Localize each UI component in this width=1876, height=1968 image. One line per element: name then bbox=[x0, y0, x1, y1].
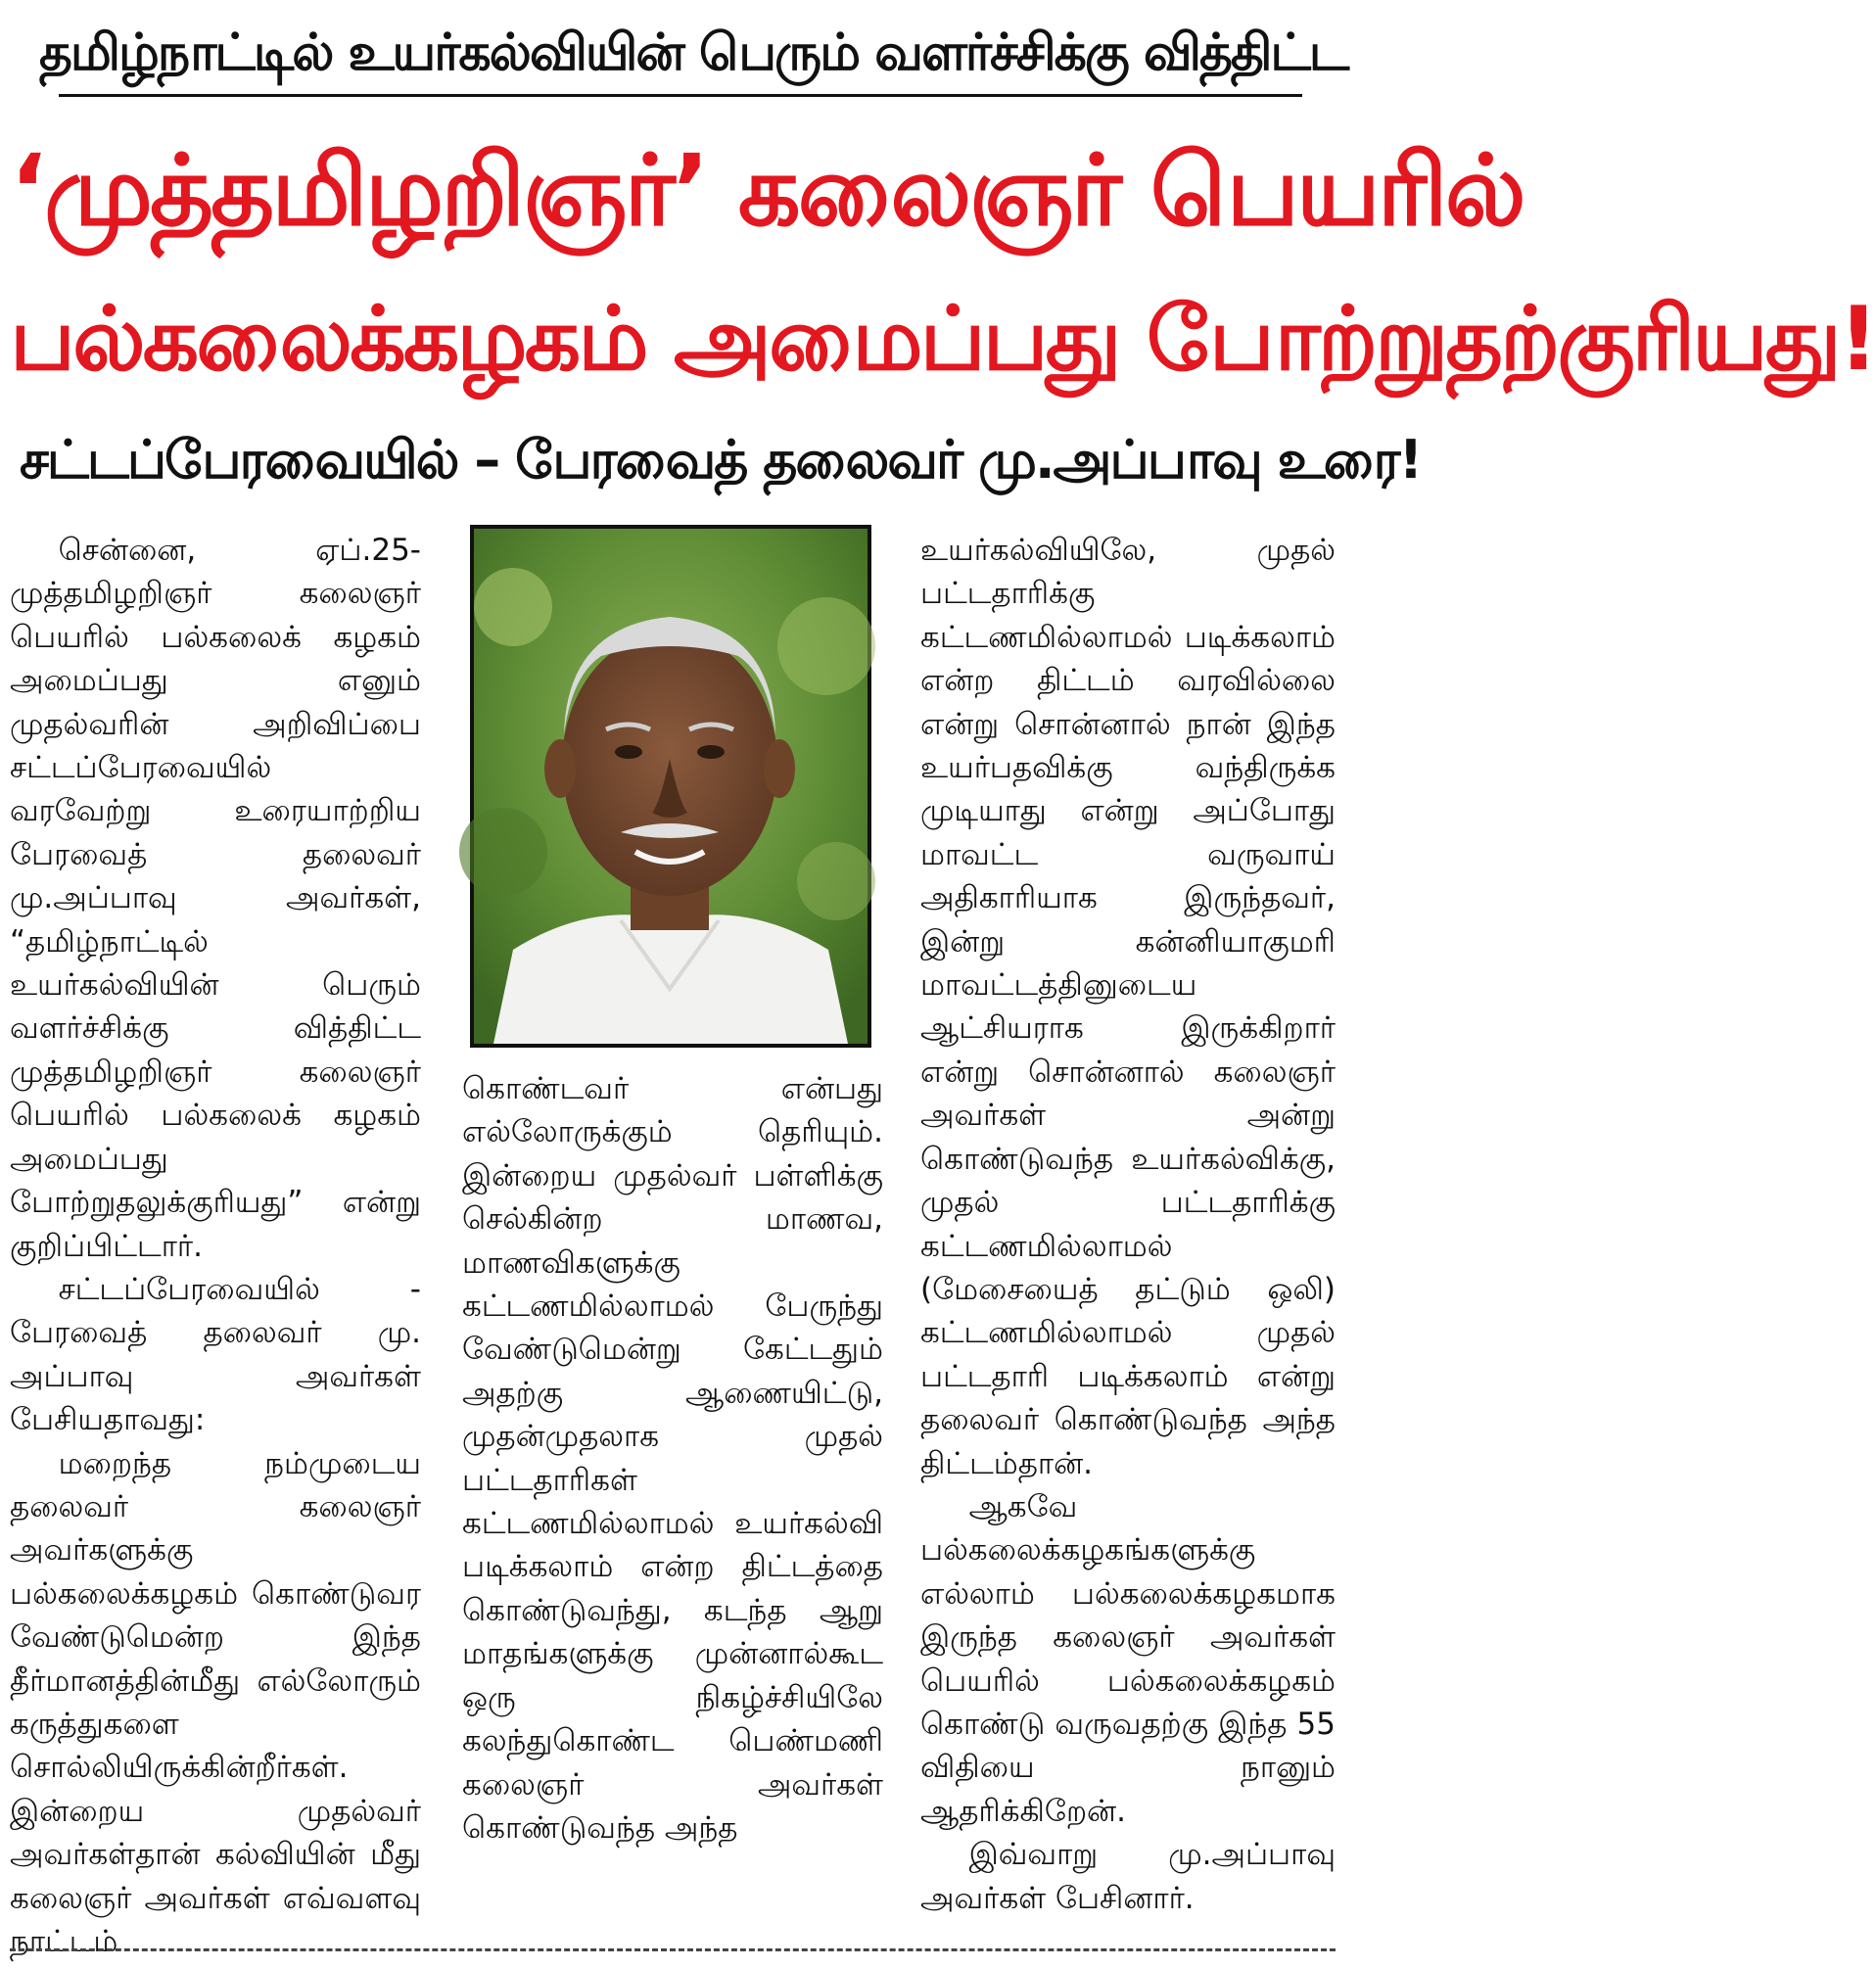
article-column-1 bbox=[10, 529, 421, 1959]
paragraph: ஆகவே பல்கலைக்கழகங்களுக்கு எல்லாம் பல்கலைக்கழகமாக இருந்த கலைஞர் அவர்கள் பெயரில் பல்கலைக்கழகம் கொண்டு வருவதற்கு இந்த 55 விதியை நானும் ஆதரிக்கிறேன். bbox=[920, 1488, 1336, 1829]
headline-line-2: பல்கலைக்கழகம் அமைப்பது போற்றுதற்குரியது! bbox=[10, 288, 1876, 391]
paragraph: கொண்டவர் என்பது எல்லோருக்கும் தெரியும். இன்றைய முதல்வர் பள்ளிக்கு செல்கின்ற மாணவ, மாணவிகளுக்கு கட்டணமில்லாமல் பேருந்து வேண்டுமென்று கேட்டதும் அதற்கு ஆணையிட்டு, முதன்முதலாக முதல் பட்டதாரிகள் கட்டணமில்லாமல் உயர்கல்வி படிக்கலாம் என்ற திட்டத்தை கொண்டுவந்து, கடந்த ஆறு மாதங்களுக்கு முன்னால்கூட ஒரு நிகழ்ச்சியிலே கலந்துகொண்ட பெண்மணி கலைஞர் அவர்கள் கொண்டுவந்த அந்த bbox=[462, 1071, 883, 1846]
kicker-heading: தமிழ்நாட்டில் உயர்கல்வியின் பெரும் வளர்ச்சிக்கு வித்திட்ட bbox=[39, 23, 1348, 82]
bottom-dashed-rule bbox=[10, 1948, 1336, 1951]
speaker-portrait-photo bbox=[470, 525, 871, 1048]
article-column-3 bbox=[920, 529, 1336, 1939]
kicker-underline bbox=[59, 94, 1302, 97]
subheading: சட்டப்பேரவையில் – பேரவைத் தலைவர் மு.அப்பாவு உரை! bbox=[20, 429, 1422, 491]
paragraph: சட்டப்பேரவையில் - பேரவைத் தலைவர் மு. அப்பாவு அவர்கள் பேசியதாவது: bbox=[10, 1271, 421, 1438]
article-column-2 bbox=[462, 1067, 883, 1939]
headline-line-1: ‘முத்தமிழறிஞர்’ கலைஞர் பெயரில் bbox=[10, 133, 1524, 248]
paragraph: இவ்வாறு மு.அப்பாவு அவர்கள் பேசினார். bbox=[920, 1837, 1336, 1916]
paragraph: சென்னை, ஏப்.25- முத்தமிழறிஞர் கலைஞர் பெயரில் பல்கலைக் கழகம் அமைப்பது எனும் முதல்வரின் அறிவிப்பை சட்டப்பேரவையில் வரவேற்று உரையாற்றிய பேரவைத் தலைவர் மு.அப்பாவு அவர்கள், “தமிழ்நாட்டில் உயர்கல்வியின் பெரும் வளர்ச்சிக்கு வித்திட்ட முத்தமிழறிஞர் கலைஞர் பெயரில் பல்கலைக் கழகம் அமைப்பது போற்றுதலுக்குரியது” என்று குறிப்பிட்டார். bbox=[10, 533, 421, 1264]
paragraph: மறைந்த நம்முடைய தலைவர் கலைஞர் அவர்களுக்கு பல்கலைக்கழகம் கொண்டுவர வேண்டுமென்ற இந்த தீர்மானத்தின்மீது எல்லோரும் கருத்துகளை சொல்லியிருக்கின்றீர்கள். இன்றைய முதல்வர் அவர்கள்தான் கல்வியின் மீது கலைஞர் அவர்கள் எவ்வளவு நாட்டம் bbox=[10, 1445, 421, 1959]
paragraph: உயர்கல்வியிலே, முதல் பட்டதாரிக்கு கட்டணமில்லாமல் படிக்கலாம் என்ற திட்டம் வரவில்லை என்று சொன்னால் நான் இந்த உயர்பதவிக்கு வந்திருக்க முடியாது என்று அப்போது மாவட்ட வருவாய் அதிகாரியாக இருந்தவர், இன்று கன்னியாகுமரி மாவட்டத்தினுடைய ஆட்சியராக இருக்கிறார் என்று சொன்னால் கலைஞர் அவர்கள் அன்று கொண்டுவந்த உயர்கல்விக்கு, முதல் பட்டதாரிக்கு கட்டணமில்லாமல் (மேசையைத் தட்டும் ஒலி) கட்டணமில்லாமல் முதல் பட்டதாரி படிக்கலாம் என்று தலைவர் கொண்டுவந்த அந்த திட்டம்தான். bbox=[920, 533, 1336, 1481]
